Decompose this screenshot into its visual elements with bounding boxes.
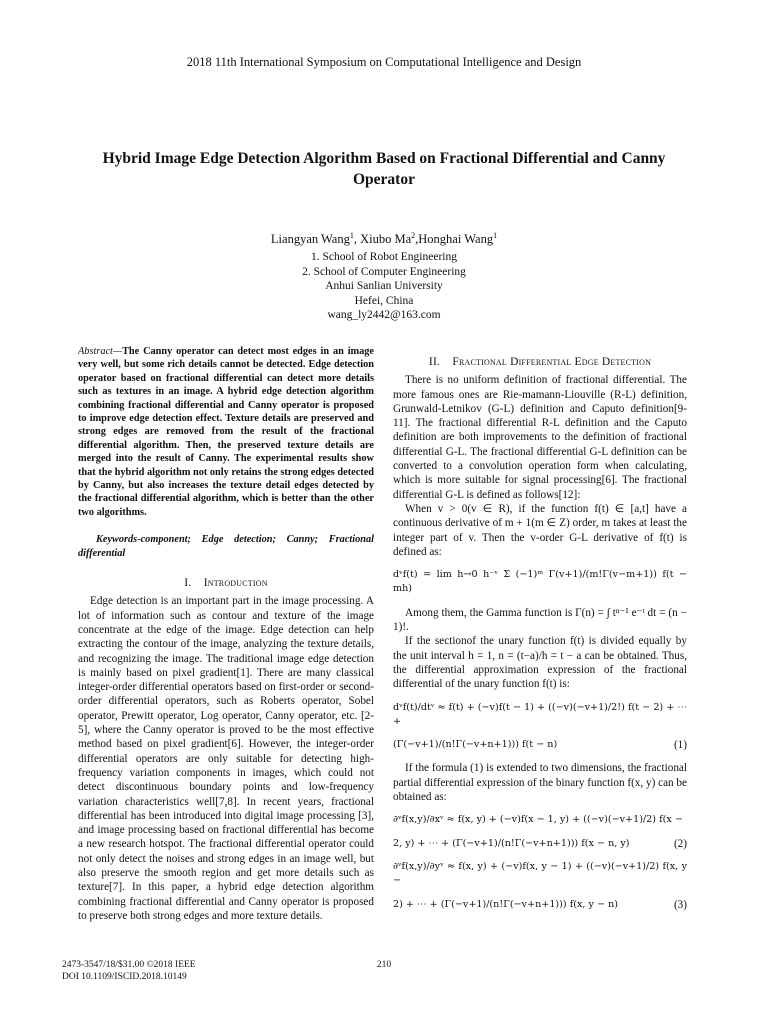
section-heading <box>393 355 687 369</box>
copyright-line: 2473-3547/18/$31.00 ©2018 IEEE <box>62 960 196 970</box>
author-email: wang_ly2442@163.com <box>327 309 441 322</box>
equation-text: ∂ᵛf(x,y)/∂yᵛ ≈ f(x, y) + (−v)f(x, y − 1) + ((−v)(−v+1)/2) f(x, y − <box>393 860 687 887</box>
author-2-sup: 2 <box>411 231 416 240</box>
equation-1-line-b <box>393 738 687 752</box>
equation-text: dᵛf(t) = lim h→0 h⁻ᵛ Σ (−1)ᵐ Γ(v+1)/(m!Γ(v−m+1)) f(t − mh) <box>393 569 687 595</box>
body-paragraph: Among them, the Gamma function is Γ(n) = ∫ tⁿ⁻¹ e⁻ᵗ dt = (n − 1)!. <box>393 606 687 634</box>
author-2: , Xiubo Ma <box>353 232 412 247</box>
author-3: ,Honghai Wang <box>415 232 494 247</box>
section-heading <box>78 576 374 590</box>
equation-number: (2) <box>673 837 687 850</box>
left-column <box>78 345 374 923</box>
equation-1-line-a <box>393 701 687 730</box>
equation-text: 2, y) + ⋯ + (Γ(−v+1)/(n!Γ(−v+n+1))) f(x − n, y) <box>393 837 630 849</box>
equation-3-line-b <box>393 898 687 912</box>
author-block <box>0 228 768 323</box>
equation-text: dᵛf(t)/dtᵛ ≈ f(t) + (−v)f(t − 1) + ((−v)(−v+1)/2!) f(t − 2) + ⋯ + <box>393 701 687 727</box>
right-column <box>393 355 687 921</box>
keywords: Keywords-component; Edge detection; Canny; Fractional differential <box>78 534 374 559</box>
affiliation-line: 2. School of Computer Engineering <box>302 265 466 278</box>
section-title: Fractional Differential Edge Detection <box>452 356 652 368</box>
body-paragraph: Edge detection is an important part in the image processing. A lot of information such as contour and texture of the image concentrate at the edge of the image. Edge detection can help extracting the contour of the image, analyzing the texture details, and recognizing the image. The traditional image edge detection is mainly based on pixel gradient[1]. There are many classical integer-order differential operators based on first-order or second-order differential operators, such as Roberts operator, Sobel operator, Prewitt operator, Log operator, Canny operator, etc. [2-5], where the Canny operator is proved to be the most effective method based on pixel gradient[6]. However, the integer-order differential operators are only suitable for detecting high-frequency variation components in images, which could not detect discontinuous boundary points and low-frequency variation characteristics well[7,8]. In recent years, fractional differential has been introduced into digital image processing [3], and image processing based on fractional differential has become a new research hotspot. The fractional differential operator could not only detect the noises and strong edges in an image well, but also preserve the smooth region and get more details such as texture[7]. In this paper, a hybrid edge detection algorithm combining fractional differential and Canny operator is proposed to preserve both strong edges and more texture details. <box>78 595 374 922</box>
affiliation-line: Anhui Sanlian University <box>325 280 443 293</box>
equation-number: (1) <box>673 739 687 752</box>
affiliation-line: 1. School of Robot Engineering <box>311 251 457 264</box>
author-3-sup: 1 <box>493 231 498 240</box>
author-1: Liangyan Wang <box>270 232 350 247</box>
section-number: II. <box>428 356 441 368</box>
abstract <box>78 345 374 519</box>
equation-text: (Γ(−v+1)/(n!Γ(−v+n+1))) f(t − n) <box>393 739 558 751</box>
page-number: 210 <box>376 960 392 970</box>
doi-line: DOI 10.1109/ISCID.2018.10149 <box>62 971 187 982</box>
body-paragraph: When v > 0(v ∈ R), if the function f(t) ∈ [a,t] have a continuous derivative of m + 1(m ∈ Z) order, m takes at least the integer part of v. Then the v-order G-L derivative of f(t) is defined as: <box>393 502 687 558</box>
body-paragraph: If the sectionof the unary function f(t) is divided equally by the unit interval h = 1, n = (t−a)/h = t − a can be obtained. Thus, the differential approximation expression of the fractional differential of the unary function f(t) is: <box>393 635 687 691</box>
author-1-sup: 1 <box>349 231 354 240</box>
body-paragraph: If the formula (1) is extended to two dimensions, the fractional partial differential expression of the binary function f(x, y) can be obtained as: <box>393 762 687 804</box>
equation-text: 2) + ⋯ + (Γ(−v+1)/(n!Γ(−v+n+1))) f(x, y − n) <box>393 898 618 910</box>
affiliation-line: Hefei, China <box>354 294 414 307</box>
conference-header: 2018 11th International Symposium on Computational Intelligence and Design <box>186 55 582 69</box>
body-paragraph: There is no uniform definition of fractional differential. The more famous ones are Rie-mamann-Liouville (R-L) definition, Grunwald-Letnikov (G-L) definition and Caputo definition[9-11]. The fractional differential R-L definition and the Caputo definition are both improvements to the definition of fractional differential G-L. The fractional differential G-L definition can be converted to a convolution operation form when calculating, which is more suitable for signal processing[6]. The fractional differential G-L is defined as follows[12]: <box>393 374 687 501</box>
equation-2-line-a <box>393 813 687 827</box>
author-names <box>0 228 768 247</box>
equation-3-line-a <box>393 860 687 889</box>
section-title: Introduction <box>203 577 268 590</box>
equation-gl-definition <box>393 568 687 597</box>
equation-number: (3) <box>673 898 687 911</box>
equation-text: ∂ᵛf(x,y)/∂xᵛ ≈ f(x, y) + (−v)f(x − 1, y) + ((−v)(−v+1)/2) f(x − <box>393 814 683 826</box>
equation-2-line-b <box>393 837 687 851</box>
abstract-text: The Canny operator can detect most edges in an image very well, but some rich details cannot be detected. Edge detection operator based on fractional differential can detect more details such as textures in an image. A hybrid edge detection algorithm combining fractional differential and Canny operator is proposed to improve edge detection effect. Texture details are preserved and strong edges are removed from the result of the fractional differential algorithm. Then, the preserved texture details are merged into the result of Canny. The experimental results show that the hybrid algorithm not only retains the strong edges detected by Canny, but also increases the texture detail edges detected by the fractional differential algorithm, which is better than the other two algorithms. <box>78 346 374 518</box>
paper-title: Hybrid Image Edge Detection Algorithm Based on Fractional Differential and Canny Operator <box>102 150 666 188</box>
abstract-lead: Abstract— <box>78 346 123 357</box>
section-number: I. <box>184 577 192 590</box>
